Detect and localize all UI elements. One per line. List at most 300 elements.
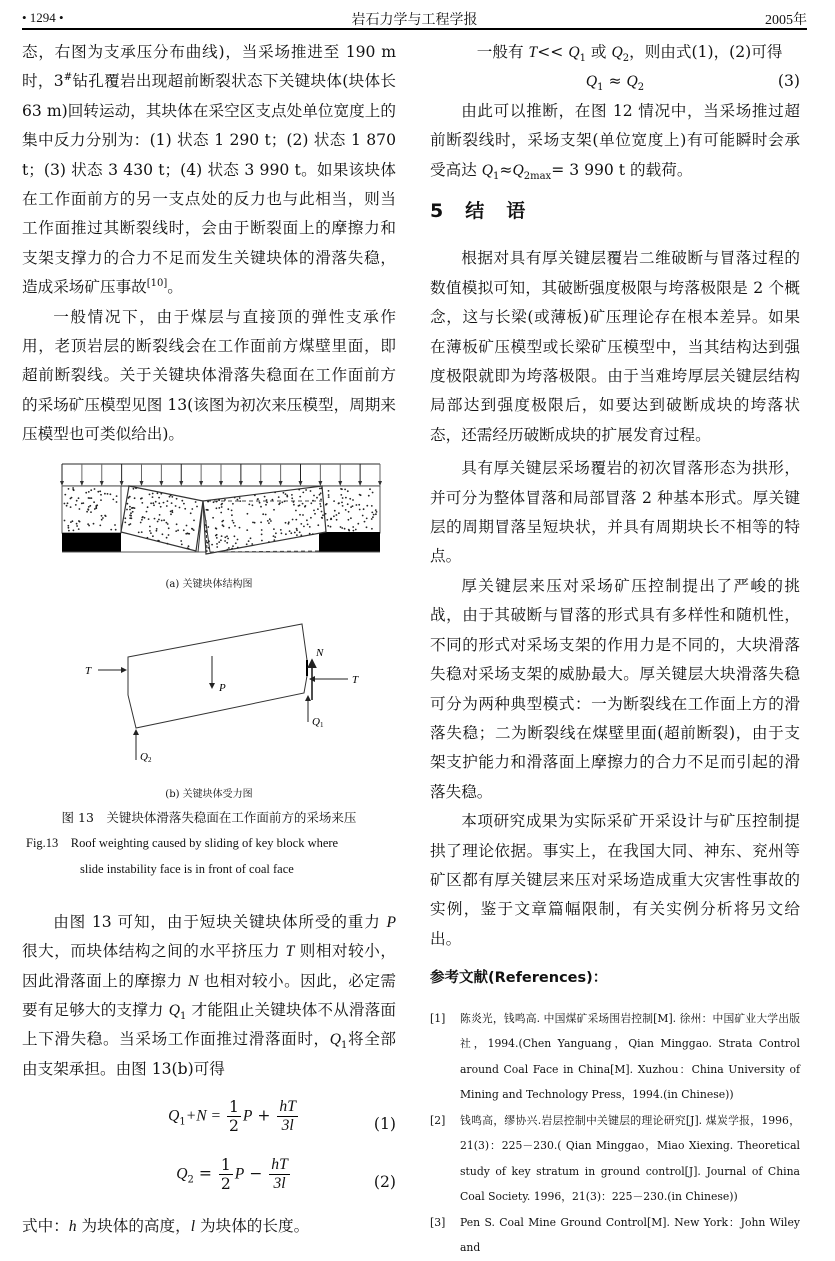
texture-dot [167, 500, 169, 502]
texture-dot [171, 496, 173, 498]
text: 很大，而块体结构之间的水平挤压力 [22, 942, 286, 961]
load-arrow-head [358, 481, 362, 486]
texture-dot [326, 519, 328, 521]
texture-dot [312, 533, 314, 535]
fraction [219, 1156, 233, 1193]
texture-dot [79, 508, 81, 510]
texture-dot [281, 532, 283, 534]
figure-a-caption: (a) 关键块体结构图 [165, 578, 253, 590]
texture-dot [320, 498, 322, 500]
key-block-structure-diagram [22, 460, 396, 570]
texture-dot [128, 497, 130, 499]
texture-dot [234, 496, 236, 498]
texture-dot [67, 525, 69, 527]
publication-year: 2005年 [765, 13, 807, 28]
texture-dot [206, 509, 208, 511]
texture-dot [268, 522, 270, 524]
texture-dot [309, 526, 311, 528]
texture-dot [126, 508, 128, 510]
label-T-right: T [352, 673, 359, 686]
texture-dot [124, 517, 126, 519]
texture-dot [167, 523, 169, 525]
texture-dot [128, 524, 130, 526]
texture-dot [130, 512, 132, 514]
texture-dot [135, 487, 137, 489]
texture-dot [166, 521, 168, 523]
texture-dot [340, 526, 342, 528]
texture-dot [100, 494, 102, 496]
texture-dot [296, 534, 298, 536]
text: 为块体的长度。 [195, 1217, 310, 1236]
label-P: P [219, 681, 226, 694]
texture-dot [261, 533, 263, 535]
texture-dot [299, 514, 301, 516]
texture-dot [281, 501, 283, 503]
texture-dot [72, 488, 74, 490]
texture-dot [272, 498, 274, 500]
text: = [193, 1164, 217, 1183]
texture-dot [104, 514, 106, 516]
texture-dot [179, 506, 181, 508]
section-number: 5 [430, 200, 444, 223]
texture-dot [107, 493, 109, 495]
texture-dot [366, 504, 368, 506]
symbol: Q [585, 73, 598, 91]
paragraph [430, 97, 800, 185]
figure-13b [22, 610, 396, 810]
texture-dot [237, 546, 239, 548]
symbol: Q [176, 1165, 188, 1183]
symbol-T: T [285, 943, 295, 961]
texture-dot [224, 540, 226, 542]
texture-dot [157, 492, 159, 494]
texture-dot [260, 505, 262, 507]
texture-dot [330, 525, 332, 527]
texture-dot [207, 500, 209, 502]
texture-dot [66, 504, 68, 506]
texture-dot [85, 491, 87, 493]
texture-dot [348, 519, 350, 521]
texture-dot [150, 532, 152, 534]
texture-dot [221, 535, 223, 537]
text: 式中： [22, 1217, 69, 1236]
texture-dot [144, 517, 146, 519]
texture-dot [261, 529, 263, 531]
subscript: 1 [180, 1011, 187, 1023]
numerator: hT [279, 1098, 296, 1116]
subscript: 1 [179, 1116, 186, 1128]
texture-dot [188, 545, 190, 547]
symbol-Q: Q [611, 44, 623, 61]
texture-dot [285, 533, 287, 535]
texture-dot [64, 519, 66, 521]
texture-dot [319, 503, 321, 505]
texture-dot [283, 492, 285, 494]
texture-dot [216, 543, 218, 545]
texture-dot [330, 517, 332, 519]
load-arrow-head [338, 481, 342, 486]
texture-dot [86, 510, 88, 512]
texture-dot [372, 491, 374, 493]
texture-dot [247, 513, 249, 515]
load-arrow-head [159, 481, 163, 486]
texture-dot [97, 490, 99, 492]
texture-dot [252, 504, 254, 506]
denominator: 2 [228, 1117, 239, 1136]
texture-dot [246, 529, 248, 531]
texture-dot [193, 519, 195, 521]
texture-dot [158, 540, 160, 542]
key-block-force-diagram [22, 610, 396, 780]
texture-dot [88, 491, 90, 493]
text: 由图 13 可知，由于短块关键块体所受的重力 [53, 912, 387, 931]
texture-dot [352, 526, 354, 528]
texture-dot [278, 496, 280, 498]
operator: − [244, 1164, 268, 1183]
texture-dot [310, 490, 312, 492]
texture-dot [147, 537, 149, 539]
texture-dot [284, 500, 286, 502]
texture-dot [100, 499, 102, 501]
texture-dot [239, 500, 241, 502]
symbol-Q: Q [568, 44, 580, 61]
page-number: • 1294 • [22, 10, 64, 25]
texture-dot [141, 502, 143, 504]
texture-dot [163, 519, 165, 521]
texture-dot [305, 505, 307, 507]
texture-dot [366, 517, 368, 519]
texture-dot [193, 529, 195, 531]
texture-dot [195, 501, 197, 503]
texture-dot [163, 501, 165, 503]
texture-dot [181, 543, 183, 545]
texture-dot [299, 495, 301, 497]
texture-dot [68, 527, 70, 529]
texture-dot [254, 494, 256, 496]
texture-dot [191, 527, 193, 529]
texture-dot [345, 509, 347, 511]
texture-dot [124, 521, 126, 523]
denominator: 3l [281, 1117, 294, 1135]
texture-dot [356, 504, 358, 506]
texture-dot [208, 547, 210, 549]
texture-dot [269, 518, 271, 520]
texture-dot [176, 498, 178, 500]
texture-dot [141, 531, 143, 533]
texture-dot [177, 529, 179, 531]
texture-dot [216, 507, 218, 509]
texture-dot [302, 502, 304, 504]
reference-number: [3] [430, 1215, 446, 1229]
texture-dot [78, 520, 80, 522]
symbol-N: N [187, 972, 199, 990]
texture-dot [371, 528, 373, 530]
texture-dot [320, 505, 322, 507]
texture-dot [138, 531, 140, 533]
texture-dot [166, 536, 168, 538]
texture-dot [360, 494, 362, 496]
texture-dot [134, 497, 136, 499]
texture-dot [93, 501, 95, 503]
texture-dot [218, 499, 220, 501]
texture-dot [141, 516, 143, 518]
texture-dot [341, 527, 343, 529]
texture-dot [325, 513, 327, 515]
texture-dot [364, 520, 366, 522]
texture-dot [309, 532, 311, 534]
texture-dot [328, 496, 330, 498]
texture-dot [344, 527, 346, 529]
symbol: Q [168, 1107, 180, 1125]
texture-dot [190, 512, 192, 514]
texture-dot [299, 504, 301, 506]
texture-dot [296, 527, 298, 529]
load-arrow-head [199, 481, 203, 486]
texture-dot [299, 531, 301, 533]
texture-dot [168, 527, 170, 529]
texture-dot [216, 500, 218, 502]
texture-dot [129, 505, 131, 507]
text: 。 [167, 278, 183, 297]
texture-dot [314, 513, 316, 515]
texture-dot [96, 504, 98, 506]
right-column [430, 38, 800, 1261]
texture-dot [295, 509, 297, 511]
right-coal-seam [319, 532, 380, 552]
figure-caption-en-1: Fig.13 Roof weighting caused by sliding of key block where [26, 835, 339, 850]
texture-dot [90, 511, 92, 513]
operator: + [252, 1106, 276, 1125]
load-arrow-head [179, 481, 183, 486]
texture-dot [363, 508, 365, 510]
texture-dot [373, 513, 375, 515]
texture-dot [261, 539, 263, 541]
figure-13a [22, 460, 396, 588]
texture-dot [161, 519, 163, 521]
texture-dot [305, 489, 307, 491]
texture-dot [226, 542, 228, 544]
texture-dot [93, 522, 95, 524]
texture-dot [218, 507, 220, 509]
texture-dot [224, 536, 226, 538]
texture-dot [149, 530, 151, 532]
texture-dot [234, 525, 236, 527]
fraction [227, 1098, 241, 1135]
texture-dot [220, 511, 222, 513]
texture-dot [352, 499, 354, 501]
texture-dot [215, 527, 217, 529]
texture-dot [112, 498, 114, 500]
equation-number: (2) [373, 1173, 396, 1192]
texture-dot [159, 514, 161, 516]
texture-dot [154, 517, 156, 519]
texture-dot [295, 518, 297, 520]
texture-dot [292, 518, 294, 520]
texture-dot [353, 529, 355, 531]
texture-dot [71, 496, 73, 498]
texture-dot [101, 515, 103, 517]
reference-number: [1] [430, 1011, 446, 1025]
texture-dot [150, 502, 152, 504]
texture-dot [322, 514, 324, 516]
texture-dot [220, 539, 222, 541]
texture-dot [313, 494, 315, 496]
texture-dot [232, 545, 234, 547]
texture-dot [274, 491, 276, 493]
texture-dot [132, 507, 134, 509]
texture-dot [208, 540, 210, 542]
texture-dot [213, 501, 215, 503]
texture-dot [371, 511, 373, 513]
superscript: # [63, 72, 73, 84]
reference-item [430, 1108, 800, 1210]
section-heading [430, 197, 800, 226]
numerator: 1 [220, 1156, 231, 1175]
texture-dot [333, 515, 335, 517]
texture-dot [288, 523, 290, 525]
texture-dot [350, 517, 352, 519]
texture-dot [110, 493, 112, 495]
texture-dot [185, 533, 187, 535]
texture-dot [362, 514, 364, 516]
texture-dot [64, 493, 66, 495]
texture-dot [171, 509, 173, 511]
texture-dot [252, 521, 254, 523]
texture-dot [265, 504, 267, 506]
texture-dot [268, 541, 270, 543]
texture-dot [170, 513, 172, 515]
texture-dot [286, 494, 288, 496]
texture-dot [376, 511, 378, 513]
symbol-Q: Q [329, 1031, 342, 1049]
texture-dot [320, 492, 322, 494]
load-arrow-head [140, 481, 144, 486]
texture-dot [140, 521, 142, 523]
texture-dot [310, 502, 312, 504]
reference-number: [2] [430, 1113, 446, 1127]
texture-dot [232, 503, 234, 505]
texture-dot [162, 533, 164, 535]
texture-dot [306, 519, 308, 521]
texture-dot [265, 513, 267, 515]
texture-dot [157, 520, 159, 522]
texture-dot [260, 521, 262, 523]
texture-dot [316, 496, 318, 498]
texture-dot [205, 524, 207, 526]
text: << [537, 43, 569, 61]
texture-dot [250, 537, 252, 539]
texture-dot [228, 547, 230, 549]
texture-dot [132, 511, 134, 513]
paragraph: 一般情况下，由于煤层与直接顶的弹性支承作用，老顶岩层的断裂线会在工作面前方煤壁里面，即超前断裂线。关于关键块体滑落失稳面在工作面前方的采场矿压模型见图 13(该图为初次来压模型，周期来压模型也可类似给出)。 [22, 307, 396, 444]
texture-dot [296, 529, 298, 531]
symbol: P [242, 1107, 253, 1125]
texture-dot [358, 504, 360, 506]
texture-dot [168, 534, 170, 536]
citation-ref[interactable]: [10] [146, 278, 168, 290]
texture-dot [149, 525, 151, 527]
texture-dot [170, 494, 172, 496]
subscript: 2 [622, 53, 630, 65]
texture-dot [294, 531, 296, 533]
texture-dot [237, 538, 239, 540]
texture-dot [82, 502, 84, 504]
section-title-part: 语 [506, 200, 526, 223]
texture-dot [267, 520, 269, 522]
texture-dot [78, 497, 80, 499]
texture-dot [317, 524, 319, 526]
text: 由此可以推断，在图 12 情况中，当采场推过超前断裂线时，采场支架(单位宽度上)有可能瞬时会承受高达 [430, 101, 800, 179]
texture-dot [129, 514, 131, 516]
texture-dot [169, 495, 171, 497]
texture-dot [328, 494, 330, 496]
symbol-l: l [190, 1218, 196, 1236]
operator: ≈ [603, 72, 627, 91]
texture-dot [270, 520, 272, 522]
texture-dot [186, 524, 188, 526]
texture-dot [293, 503, 295, 505]
texture-dot [227, 508, 229, 510]
texture-dot [129, 508, 131, 510]
texture-dot [87, 508, 89, 510]
texture-dot [175, 505, 177, 507]
section-title-part: 结 [465, 200, 485, 223]
texture-dot [325, 503, 327, 505]
texture-dot [72, 487, 74, 489]
texture-dot [99, 490, 101, 492]
key-block-outline [128, 624, 307, 728]
texture-dot [158, 502, 160, 504]
texture-dot [172, 511, 174, 513]
texture-dot [344, 488, 346, 490]
texture-dot [156, 530, 158, 532]
texture-dot [215, 534, 217, 536]
texture-dot [264, 495, 266, 497]
texture-dot [302, 491, 304, 493]
reference-text: Pen S. Coal Mine Ground Control[M]. New York：John Wiley and [460, 1215, 800, 1255]
texture-dot [375, 513, 377, 515]
text: 或 [585, 43, 612, 61]
texture-dot [176, 523, 178, 525]
symbol: P [234, 1165, 245, 1183]
texture-dot [155, 500, 157, 502]
texture-dot [180, 540, 182, 542]
texture-dot [359, 508, 361, 510]
subscript: 2 [637, 82, 645, 94]
paragraph: 根据对具有厚关键层覆岩二维破断与冒落过程的数值模拟可知，其破断强度极限与垮落极限是 2 个概念，这与长梁(或薄板)矿压理论存在根本差异。如果在薄板矿压模型或长梁矿压模型中，当其结构达到强度极限就即为垮落极限。由于当难垮厚层关键层结构局部达到强度极限后，如要达到破断成块的垮落状态，还需经历破断成块的扩展发育过程。 [430, 249, 800, 444]
equation-number: (1) [373, 1115, 396, 1134]
load-arrow-head [60, 481, 64, 486]
texture-dot [133, 488, 135, 490]
subscript: 2 [187, 1174, 194, 1186]
texture-dot [166, 505, 168, 507]
texture-dot [328, 490, 330, 492]
texture-dot [94, 488, 96, 490]
texture-dot [285, 493, 287, 495]
symbol-h: h [68, 1218, 77, 1236]
texture-dot [334, 509, 336, 511]
texture-dot [285, 522, 287, 524]
left-rock-block [62, 486, 121, 533]
running-header [22, 6, 807, 30]
equation-1 [22, 1096, 396, 1148]
texture-dot [170, 510, 172, 512]
texture-dot [302, 514, 304, 516]
texture-dot [152, 502, 154, 504]
texture-dot [251, 543, 253, 545]
text: 才能阻止关键块体不从滑落面上下滑失稳。当采场工作面推过滑落面时， [22, 1000, 396, 1049]
texture-dot [88, 524, 90, 526]
